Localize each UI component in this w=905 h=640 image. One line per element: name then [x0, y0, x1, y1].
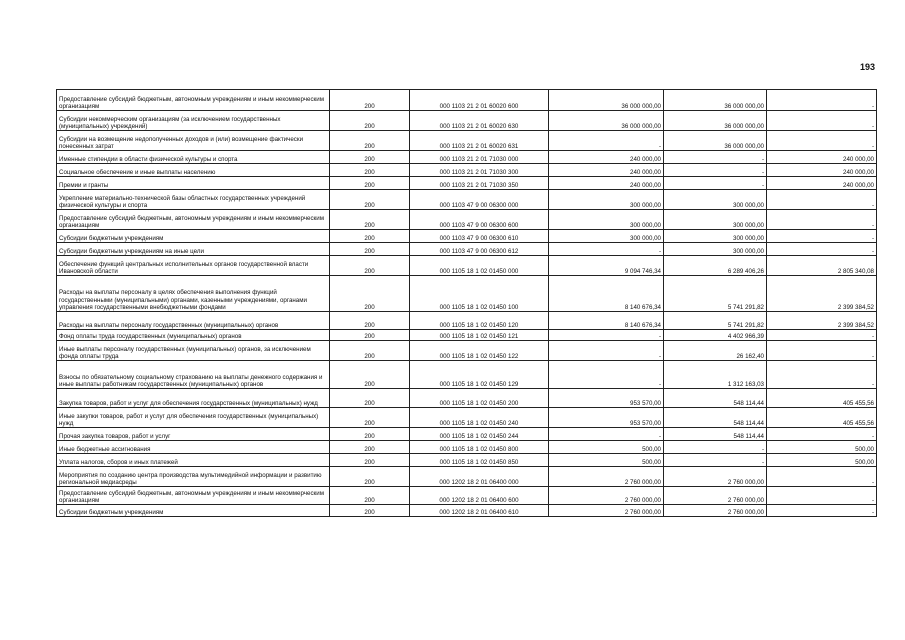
row-line-code: 200	[330, 164, 410, 177]
row-name: Уплата налогов, сборов и иных платежей	[57, 454, 330, 467]
row-budget-code: 000 1103 47 9 00 06300 600	[410, 210, 549, 230]
row-budget-code: 000 1103 21 2 01 60020 631	[410, 131, 549, 151]
row-budget-code: 000 1105 18 1 02 01450 000	[410, 256, 549, 276]
row-unexecuted: 2 399 384,52	[767, 276, 877, 312]
row-budget-code: 000 1105 18 1 02 01450 129	[410, 361, 549, 389]
row-name: Фонд оплаты труда государственных (муниципальных) органов	[57, 330, 330, 341]
row-budget-code: 000 1105 18 1 02 01450 800	[410, 441, 549, 454]
row-line-code: 200	[330, 151, 410, 164]
row-unexecuted: -	[767, 190, 877, 210]
row-unexecuted: 405 455,56	[767, 389, 877, 408]
row-unexecuted: -	[767, 428, 877, 441]
row-unexecuted: -	[767, 90, 877, 111]
row-executed: -	[664, 151, 767, 164]
table-row	[57, 341, 877, 361]
row-unexecuted: -	[767, 210, 877, 230]
row-name: Именные стипендии в области физической культуры и спорта	[57, 151, 330, 164]
table-row	[57, 190, 877, 210]
row-unexecuted: 500,00	[767, 454, 877, 467]
row-name: Взносы по обязательному социальному страхованию на выплаты денежного содержания и иные выплаты работникам государственных (муниципальных) органов	[57, 361, 330, 389]
row-unexecuted: 240 000,00	[767, 151, 877, 164]
row-name: Субсидии на возмещение недополученных доходов и (или) возмещение фактически понесенных затрат	[57, 131, 330, 151]
row-budget-code: 000 1202 18 2 01 06400 000	[410, 467, 549, 487]
table-row	[57, 505, 877, 517]
table-row	[57, 243, 877, 256]
row-approved: 240 000,00	[549, 177, 664, 190]
row-executed: 26 162,40	[664, 341, 767, 361]
row-approved: 240 000,00	[549, 151, 664, 164]
row-line-code: 200	[330, 111, 410, 131]
row-name: Предоставление субсидий бюджетным, автономным учреждениям и иным некоммерческим организациям	[57, 90, 330, 111]
row-approved: 500,00	[549, 454, 664, 467]
row-unexecuted: 240 000,00	[767, 164, 877, 177]
page-number: 193	[859, 62, 875, 72]
row-name: Социальное обеспечение и иные выплаты населению	[57, 164, 330, 177]
row-line-code: 200	[330, 190, 410, 210]
row-approved: -	[549, 428, 664, 441]
row-line-code: 200	[330, 243, 410, 256]
row-name: Расходы на выплаты персоналу в целях обеспечения выполнения функций государственными (муниципальными) органами, казенными учреждениями, органами управления государственными внебюджетными фондами	[57, 276, 330, 312]
row-line-code: 200	[330, 177, 410, 190]
row-unexecuted: 2 399 384,52	[767, 312, 877, 330]
row-unexecuted: -	[767, 341, 877, 361]
row-name: Обеспечение функций центральных исполнительных органов государственной власти Ивановской области	[57, 256, 330, 276]
row-budget-code: 000 1105 18 1 02 01450 121	[410, 330, 549, 341]
row-executed: 300 000,00	[664, 190, 767, 210]
table-row	[57, 454, 877, 467]
row-executed: 2 760 000,00	[664, 505, 767, 517]
row-budget-code: 000 1103 47 9 00 06300 612	[410, 243, 549, 256]
row-name: Иные бюджетные ассигнования	[57, 441, 330, 454]
row-approved: 8 140 676,34	[549, 276, 664, 312]
row-approved: 300 000,00	[549, 230, 664, 243]
row-unexecuted: 500,00	[767, 441, 877, 454]
row-name: Субсидии бюджетным учреждениям	[57, 505, 330, 517]
row-unexecuted: -	[767, 111, 877, 131]
row-budget-code: 000 1105 18 1 02 01450 244	[410, 428, 549, 441]
row-name: Субсидии некоммерческим организациям (за исключением государственных (муниципальных) учреждений)	[57, 111, 330, 131]
table-row	[57, 330, 877, 341]
row-approved: 2 760 000,00	[549, 505, 664, 517]
row-unexecuted: -	[767, 487, 877, 505]
row-name: Мероприятия по созданию центра производства мультимедийной информации и развитию региональной медиасреды	[57, 467, 330, 487]
row-budget-code: 000 1202 18 2 01 06400 600	[410, 487, 549, 505]
row-budget-code: 000 1103 21 2 01 60020 600	[410, 90, 549, 111]
row-unexecuted: -	[767, 361, 877, 389]
row-approved: 953 570,00	[549, 408, 664, 428]
row-approved: 300 000,00	[549, 210, 664, 230]
row-line-code: 200	[330, 131, 410, 151]
row-executed: 4 402 966,39	[664, 330, 767, 341]
row-budget-code: 000 1105 18 1 02 01450 850	[410, 454, 549, 467]
row-executed: 36 000 000,00	[664, 90, 767, 111]
row-approved: 2 760 000,00	[549, 467, 664, 487]
row-line-code: 200	[330, 505, 410, 517]
row-executed: 6 289 406,26	[664, 256, 767, 276]
row-budget-code: 000 1103 47 9 00 06300 610	[410, 230, 549, 243]
row-executed: 36 000 000,00	[664, 111, 767, 131]
table-row	[57, 276, 877, 312]
row-line-code: 200	[330, 428, 410, 441]
row-unexecuted: -	[767, 467, 877, 487]
row-approved: 240 000,00	[549, 164, 664, 177]
row-budget-code: 000 1103 21 2 01 71030 300	[410, 164, 549, 177]
row-name: Прочая закупка товаров, работ и услуг	[57, 428, 330, 441]
row-executed: -	[664, 177, 767, 190]
table-row	[57, 467, 877, 487]
row-name: Субсидии бюджетным учреждениям на иные цели	[57, 243, 330, 256]
row-executed: 548 114,44	[664, 408, 767, 428]
row-budget-code: 000 1103 47 9 00 06300 000	[410, 190, 549, 210]
row-budget-code: 000 1105 18 1 02 01450 100	[410, 276, 549, 312]
row-name: Предоставление субсидий бюджетным, автономным учреждениям и иным некоммерческим организациям	[57, 210, 330, 230]
row-executed: -	[664, 441, 767, 454]
row-line-code: 200	[330, 230, 410, 243]
row-line-code: 200	[330, 441, 410, 454]
table-row	[57, 131, 877, 151]
row-budget-code: 000 1103 21 2 01 71030 350	[410, 177, 549, 190]
row-executed: 5 741 291,82	[664, 276, 767, 312]
row-approved: 8 140 676,34	[549, 312, 664, 330]
budget-execution-table	[56, 89, 877, 517]
table-row	[57, 177, 877, 190]
row-unexecuted: -	[767, 330, 877, 341]
row-executed: 2 760 000,00	[664, 467, 767, 487]
row-executed: 5 741 291,82	[664, 312, 767, 330]
row-name: Субсидии бюджетным учреждениям	[57, 230, 330, 243]
row-approved: 9 094 746,34	[549, 256, 664, 276]
row-approved: 300 000,00	[549, 190, 664, 210]
table-body	[57, 90, 877, 517]
row-approved: -	[549, 341, 664, 361]
row-line-code: 200	[330, 256, 410, 276]
table-row	[57, 389, 877, 408]
row-line-code: 200	[330, 454, 410, 467]
table-row	[57, 210, 877, 230]
row-executed: 2 760 000,00	[664, 487, 767, 505]
row-name: Расходы на выплаты персоналу государственных (муниципальных) органов	[57, 312, 330, 330]
table-row	[57, 487, 877, 505]
row-line-code: 200	[330, 276, 410, 312]
table-row	[57, 90, 877, 111]
table-row	[57, 428, 877, 441]
table-row	[57, 111, 877, 131]
row-approved: 500,00	[549, 441, 664, 454]
row-line-code: 200	[330, 210, 410, 230]
row-approved: -	[549, 330, 664, 341]
row-name: Укрепление материально-технической базы областных государственных учреждений физической культуры и спорта	[57, 190, 330, 210]
row-name: Предоставление субсидий бюджетным, автономным учреждениям и иным некоммерческим организациям	[57, 487, 330, 505]
row-line-code: 200	[330, 330, 410, 341]
table-row	[57, 408, 877, 428]
row-line-code: 200	[330, 467, 410, 487]
row-line-code: 200	[330, 341, 410, 361]
row-name: Премии и гранты	[57, 177, 330, 190]
row-approved: -	[549, 361, 664, 389]
row-approved: 2 760 000,00	[549, 487, 664, 505]
row-executed: 300 000,00	[664, 210, 767, 230]
row-name: Иные выплаты персоналу государственных (муниципальных) органов, за исключением фонда оплаты труда	[57, 341, 330, 361]
row-unexecuted: -	[767, 230, 877, 243]
row-unexecuted: 2 805 340,08	[767, 256, 877, 276]
row-name: Иные закупки товаров, работ и услуг для обеспечения государственных (муниципальных) нужд	[57, 408, 330, 428]
row-budget-code: 000 1105 18 1 02 01450 120	[410, 312, 549, 330]
row-executed: 300 000,00	[664, 230, 767, 243]
row-executed: -	[664, 164, 767, 177]
row-executed: -	[664, 454, 767, 467]
row-unexecuted: 240 000,00	[767, 177, 877, 190]
row-line-code: 200	[330, 90, 410, 111]
row-budget-code: 000 1103 21 2 01 71030 000	[410, 151, 549, 164]
row-approved: -	[549, 243, 664, 256]
table-row	[57, 164, 877, 177]
row-name: Закупка товаров, работ и услуг для обеспечения государственных (муниципальных) нужд	[57, 389, 330, 408]
row-unexecuted: 405 455,56	[767, 408, 877, 428]
row-line-code: 200	[330, 408, 410, 428]
row-budget-code: 000 1105 18 1 02 01450 200	[410, 389, 549, 408]
row-line-code: 200	[330, 361, 410, 389]
row-budget-code: 000 1202 18 2 01 06400 610	[410, 505, 549, 517]
row-unexecuted: -	[767, 243, 877, 256]
row-budget-code: 000 1105 18 1 02 01450 122	[410, 341, 549, 361]
row-executed: 300 000,00	[664, 243, 767, 256]
row-line-code: 200	[330, 487, 410, 505]
table-row	[57, 256, 877, 276]
row-executed: 1 312 163,03	[664, 361, 767, 389]
row-unexecuted: -	[767, 131, 877, 151]
table-row	[57, 230, 877, 243]
row-budget-code: 000 1105 18 1 02 01450 240	[410, 408, 549, 428]
row-approved: 953 570,00	[549, 389, 664, 408]
table-row	[57, 151, 877, 164]
row-approved: -	[549, 131, 664, 151]
row-approved: 36 000 000,00	[549, 90, 664, 111]
row-approved: 36 000 000,00	[549, 111, 664, 131]
row-executed: 548 114,44	[664, 428, 767, 441]
table-row	[57, 441, 877, 454]
row-line-code: 200	[330, 389, 410, 408]
table-row	[57, 312, 877, 330]
row-line-code: 200	[330, 312, 410, 330]
row-executed: 548 114,44	[664, 389, 767, 408]
row-budget-code: 000 1103 21 2 01 60020 630	[410, 111, 549, 131]
table-row	[57, 361, 877, 389]
row-unexecuted: -	[767, 505, 877, 517]
row-executed: 36 000 000,00	[664, 131, 767, 151]
